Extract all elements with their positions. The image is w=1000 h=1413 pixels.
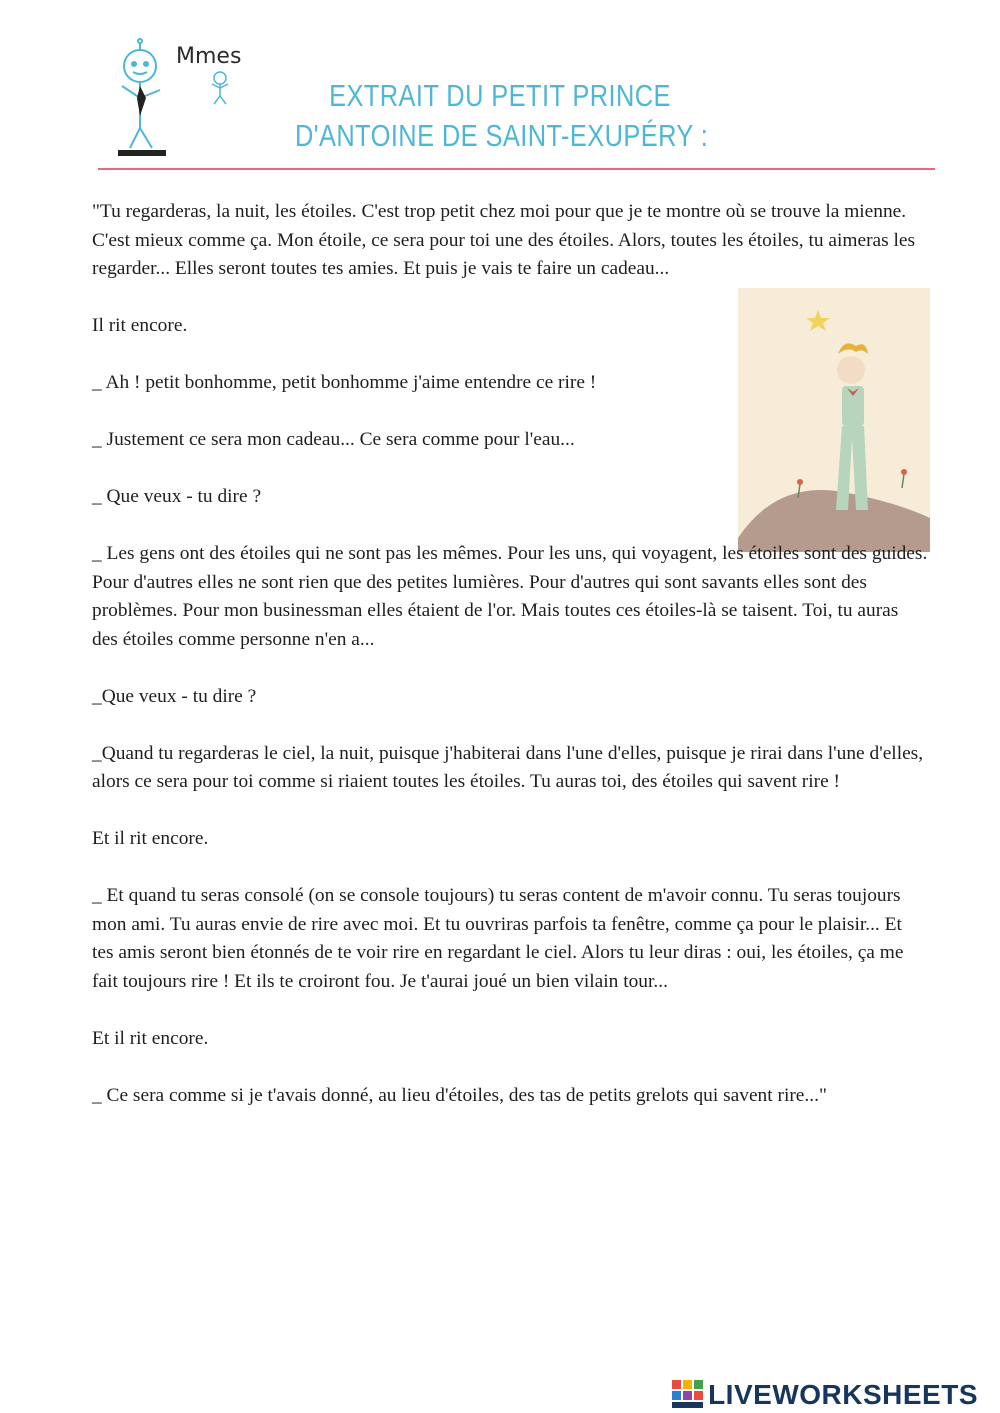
liveworksheets-badge[interactable] [672,1378,978,1412]
paragraph: _Quand tu regarderas le ciel, la nuit, puisque j'habiterai dans l'une d'elles, puisque je rirai dans l'une d'elles, alors ce sera pour toi comme si riaient toutes les étoiles. Tu auras toi, des étoiles qui savent rire ! [92,742,924,792]
paragraph: _ Que veux - tu dire ? [92,486,262,507]
paragraph: _ Les gens ont des étoiles qui ne sont pas les mêmes. Pour les uns, qui voyagent, les étoiles sont des guides. Pour d'autres elles ne sont rien que des petites lumières. Pour d'autres qui sont savants elles sont des problèmes. Pour mon businessman elles étaient de l'or. Mais toutes ces étoiles-là se taisent. Toi, tu auras des étoiles comme personne n'en a... [92,543,928,650]
title-line-2: D'ANTOINE DE SAINT-EXUPÉRY : [295,118,709,153]
liveworksheets-wordmark: LIVEWORKSHEETS [708,1379,978,1410]
paragraph: _ Ce sera comme si je t'avais donné, au lieu d'étoiles, des tas de petits grelots qui savent rire..." [92,1084,827,1106]
paragraph: "Tu regarderas, la nuit, les étoiles. C'est trop petit chez moi pour que je te montre où se trouve la mienne. C'est mieux comme ça. Mon étoile, ce sera pour toi une des étoiles. Alors, toutes les étoiles, tu aimeras les regarder... Elles seront toutes tes amies. Et puis je vais te faire un cadeau... [92,201,916,279]
page-title [295,76,709,156]
liveworksheets-logo-icon [672,1380,704,1410]
title-divider [98,168,935,170]
paragraph: Et il rit encore. [92,828,209,849]
paragraph: _ Ah ! petit bonhomme, petit bonhomme j'aime entendre ce rire ! [92,372,597,393]
paragraph: Il rit encore. [92,315,188,336]
paragraph: _ Et quand tu seras consolé (on se console toujours) tu seras content de m'avoir connu. Tu seras toujours mon ami. Tu auras envie de rire avec moi. Et tu ouvriras parfois ta fenêtre, comme ça pour le plaisir... Et tes amis seront bien étonnés de te voir rire en regardant le ciel. Alors tu leur diras : oui, les étoiles, ça me fait toujours rire ! Et ils te croiront fou. Je t'aurai joué un bien vilain tour... [92,885,904,992]
paragraph: _ Justement ce sera mon cadeau... Ce sera comme pour l'eau... [92,429,575,450]
logo-wordmark: Mmes [176,44,242,69]
title-line-1: EXTRAIT DU PETIT PRINCE [329,78,671,113]
paragraph: _Que veux - tu dire ? [92,685,257,707]
paragraph: Et il rit encore. [92,1027,209,1049]
excerpt-text [92,198,928,1139]
